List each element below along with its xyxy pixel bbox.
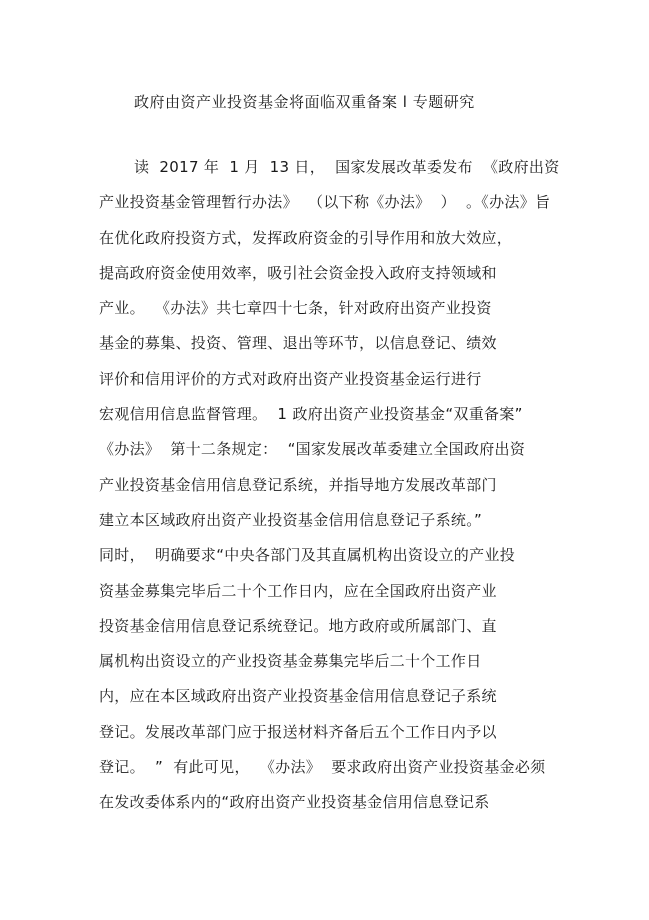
paragraph-line: 内，应在本区域政府出资产业投资基金信用信息登记子系统 bbox=[99, 687, 497, 705]
paragraph-line: 建立本区域政府出资产业投资基金信用信息登记子系统。” bbox=[99, 511, 483, 529]
paragraph-line: 评价和信用评价的方式对政府出资产业投资基金运行进行 bbox=[99, 370, 482, 388]
paragraph-line: 产业投资基金管理暂行办法》 （以下称《办法》 ） 。《办法》旨 bbox=[99, 193, 551, 211]
paragraph-line: 投资基金信用信息登记系统登记。地方政府或所属部门、直 bbox=[99, 617, 497, 635]
paragraph-line: 资基金募集完毕后二十个工作日内，应在全国政府出资产业 bbox=[99, 582, 497, 600]
paragraph-line: 读 2017 年 1 月 13 日， 国家发展改革委发布 《政府出资 bbox=[134, 158, 560, 176]
paragraph-line: 在优化政府投资方式，发挥政府资金的引导作用和放大效应， bbox=[99, 229, 513, 247]
paragraph-line: 属机构出资设立的产业投资基金募集完毕后二十个工作日 bbox=[99, 652, 482, 670]
paragraph-line: 产业。 《办法》共七章四十七条，针对政府出资产业投资 bbox=[99, 299, 492, 317]
paragraph-line: 《办法》 第十二条规定： “国家发展改革委建立全国政府出资 bbox=[99, 440, 526, 458]
paragraph-line: 登记。 ” 有此可见， 《办法》 要求政府出资产业投资基金必须 bbox=[99, 758, 546, 776]
paragraph-line: 登记。发展改革部门应于报送材料齐备后五个工作日内予以 bbox=[99, 723, 497, 741]
paragraph-line: 产业投资基金信用信息登记系统，并指导地方发展改革部门 bbox=[99, 476, 497, 494]
paragraph-line: 在发改委体系内的“政府出资产业投资基金信用信息登记系 bbox=[99, 793, 490, 811]
paragraph-line: 提高政府资金使用效率，吸引社会资金投入政府支持领域和 bbox=[99, 264, 497, 282]
paragraph-line: 基金的募集、投资、管理、退出等环节，以信息登记、绩效 bbox=[99, 334, 497, 352]
document-title: 政府由资产业投资基金将面临双重备案 l 专题研究 bbox=[134, 93, 475, 111]
paragraph-line: 宏观信用信息监督管理。 1 政府出资产业投资基金“双重备案” bbox=[99, 405, 523, 423]
paragraph-line: 同时， 明确要求“中央各部门及其直属机构出资设立的产业投 bbox=[99, 546, 516, 564]
